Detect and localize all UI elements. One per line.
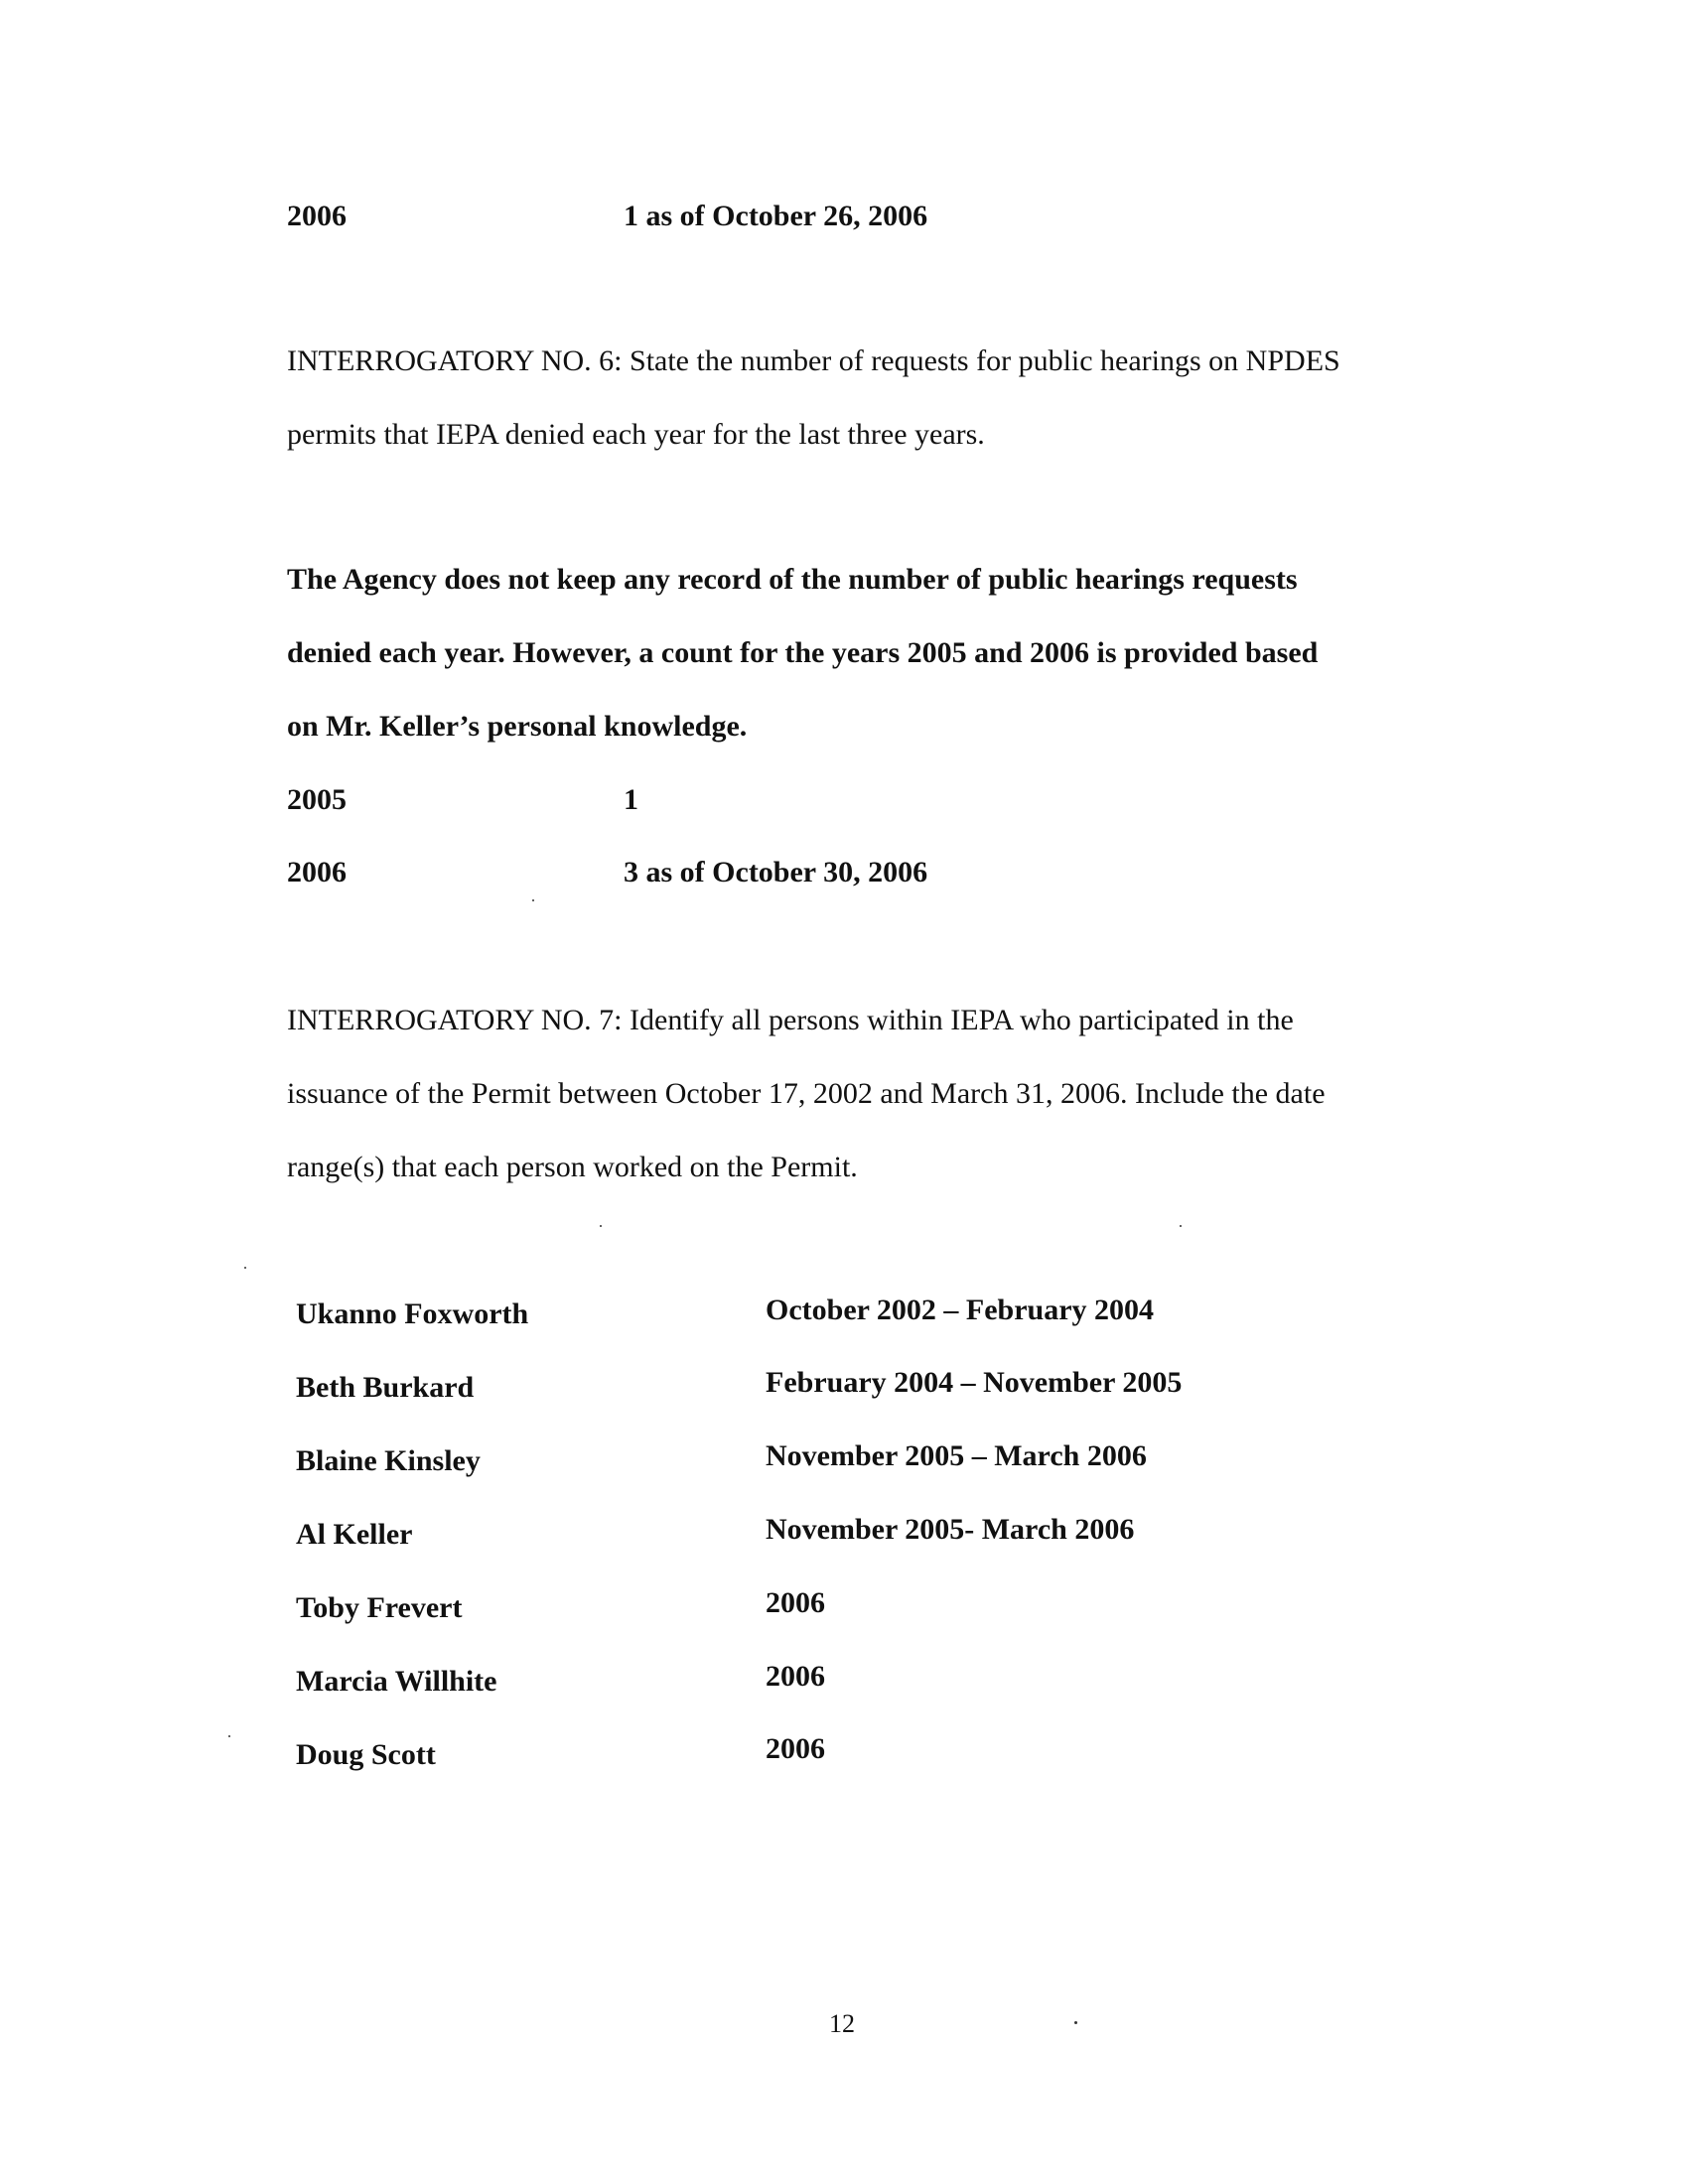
interrogatory-7-line-2: issuance of the Permit between October 17, 2002 and March 31, 2006. Include the date bbox=[287, 1077, 1326, 1110]
person-date-range: 2006 bbox=[766, 1660, 825, 1693]
scan-speck bbox=[1180, 1225, 1182, 1227]
person-name: Marcia Willhite bbox=[296, 1665, 497, 1698]
response-6-line-3: on Mr. Keller’s personal knowledge. bbox=[287, 710, 748, 743]
person-name: Ukanno Foxworth bbox=[296, 1297, 529, 1330]
interrogatory-7-line-1: INTERROGATORY NO. 7: Identify all persons within IEPA who participated in the bbox=[287, 1004, 1294, 1036]
scan-speck bbox=[228, 1735, 230, 1737]
response-6-row-value: 3 as of October 30, 2006 bbox=[624, 856, 928, 888]
person-date-range: October 2002 – February 2004 bbox=[766, 1294, 1155, 1326]
interrogatory-7-line-3: range(s) that each person worked on the Permit. bbox=[287, 1151, 858, 1183]
interrogatory-6-line-1: INTERROGATORY NO. 6: State the number of requests for public hearings on NPDES bbox=[287, 344, 1340, 377]
top-row-year: 2006 bbox=[287, 200, 347, 232]
scan-speck bbox=[600, 1225, 602, 1227]
person-name: Toby Frevert bbox=[296, 1591, 463, 1624]
response-6-row-value: 1 bbox=[624, 783, 638, 816]
person-name: Beth Burkard bbox=[296, 1371, 475, 1404]
person-date-range: November 2005 – March 2006 bbox=[766, 1439, 1147, 1472]
response-6-row-year: 2005 bbox=[287, 783, 347, 816]
interrogatory-6-line-2: permits that IEPA denied each year for the last three years. bbox=[287, 418, 985, 451]
scan-speck bbox=[244, 1267, 246, 1269]
scan-speck bbox=[532, 899, 534, 901]
response-6-row-year: 2006 bbox=[287, 856, 347, 888]
page-number: 12 bbox=[829, 2009, 855, 2038]
person-date-range: February 2004 – November 2005 bbox=[766, 1366, 1183, 1399]
person-date-range: 2006 bbox=[766, 1586, 825, 1619]
person-name: Al Keller bbox=[296, 1518, 413, 1551]
person-date-range: 2006 bbox=[766, 1732, 825, 1765]
top-row-value: 1 as of October 26, 2006 bbox=[624, 200, 928, 232]
response-6-line-2: denied each year. However, a count for the years 2005 and 2006 is provided based bbox=[287, 636, 1319, 669]
person-name: Doug Scott bbox=[296, 1738, 436, 1771]
scan-speck bbox=[1074, 2021, 1077, 2024]
response-6-line-1: The Agency does not keep any record of the number of public hearings requests bbox=[287, 563, 1298, 596]
person-date-range: November 2005- March 2006 bbox=[766, 1513, 1135, 1546]
person-name: Blaine Kinsley bbox=[296, 1444, 481, 1477]
